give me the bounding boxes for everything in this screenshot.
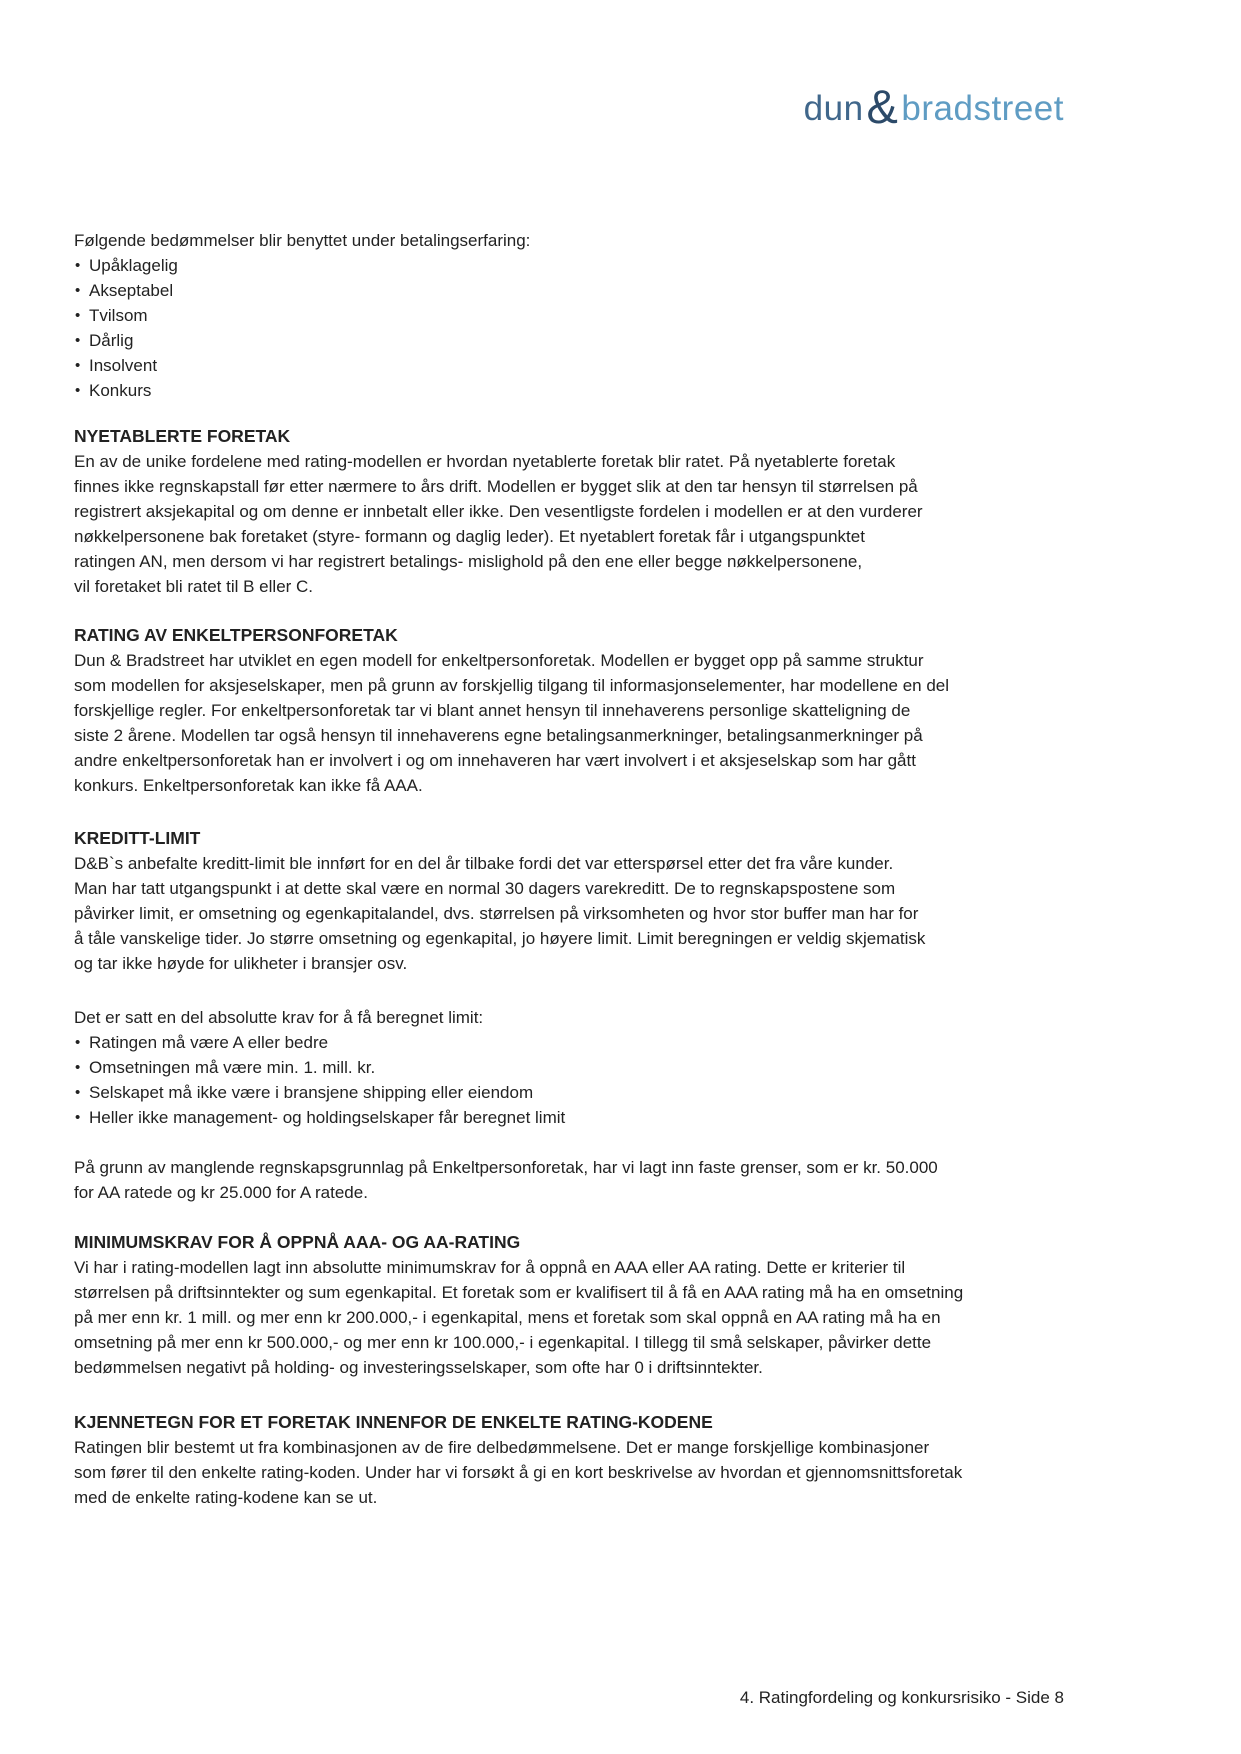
- list-item: [74, 328, 1064, 353]
- list-item: [74, 1055, 1064, 1080]
- section-heading-kreditt-limit: KREDITT-LIMIT: [74, 828, 201, 848]
- list-item-label: Akseptabel: [89, 281, 174, 300]
- bullet-icon: •: [75, 307, 81, 324]
- paragraph-line: størrelsen på driftsinntekter og sum egenkapital. Et foretak som er kvalifisert til å få en AAA rating må ha en omsetning: [74, 1283, 964, 1302]
- payment-experience-lead: Følgende bedømmelser blir benyttet under betalingserfaring:: [74, 231, 531, 250]
- bullet-icon: •: [75, 282, 81, 299]
- paragraph-line: finnes ikke regnskapstall før etter nærmere to års drift. Modellen er bygget slik at den tar hensyn til størrelsen på: [74, 477, 918, 496]
- list-item-label: Upåklagelig: [89, 256, 178, 275]
- paragraph-line: nøkkelpersonene bak foretaket (styre- formann og daglig leder). Et nyetablert foretak får i utgangspunktet: [74, 527, 865, 546]
- paragraph-line: D&B`s anbefalte kreditt-limit ble innført for en del år tilbake fordi det var etterspørsel etter det fra våre kunder.: [74, 854, 894, 873]
- paragraph-line: registrert aksjekapital og om denne er innbetalt eller ikke. Den vesentligste fordelen i modellen er at den vurderer: [74, 502, 923, 521]
- bullet-icon: •: [75, 257, 81, 274]
- paragraph-line: forskjellige regler. For enkeltpersonforetak tar vi blant annet hensyn til innehaverens personlige skatteligning de: [74, 701, 911, 720]
- paragraph-line: På grunn av manglende regnskapsgrunnlag på Enkeltpersonforetak, har vi lagt inn faste grenser, som er kr. 50.000: [74, 1158, 938, 1177]
- bullet-icon: •: [75, 1059, 81, 1076]
- list-item: [74, 353, 1064, 378]
- list-item-label: Tvilsom: [89, 306, 148, 325]
- list-item: [74, 1030, 1064, 1055]
- list-item: [74, 378, 1064, 403]
- list-item: [74, 1105, 1064, 1130]
- paragraph-line: påvirker limit, er omsetning og egenkapitalandel, dvs. størrelsen på virksomheten og hvor stor buffer man har for: [74, 904, 919, 923]
- list-item-label: Ratingen må være A eller bedre: [89, 1033, 329, 1052]
- paragraph-line: med de enkelte rating-kodene kan se ut.: [74, 1488, 378, 1507]
- paragraph-line: Man har tatt utgangspunkt i at dette skal være en normal 30 dagers varekreditt. De to regnskapspostene som: [74, 879, 896, 898]
- list-item: [74, 253, 1064, 278]
- list-item-label: Insolvent: [89, 356, 158, 375]
- section-paragraph: [74, 648, 1064, 798]
- section-paragraph: [74, 1435, 1064, 1510]
- bullet-icon: •: [75, 1084, 81, 1101]
- bullet-icon: •: [75, 1034, 81, 1051]
- paragraph-line: Vi har i rating-modellen lagt inn absolutte minimumskrav for å oppnå en AAA eller AA rating. Dette er kriterier til: [74, 1258, 906, 1277]
- paragraph-line: som fører til den enkelte rating-koden. Under har vi forsøkt å gi en kort beskrivelse av hvordan et gjennomsnittsforetak: [74, 1463, 963, 1482]
- section-paragraph: [74, 1255, 1064, 1380]
- section-heading-nyetablerte: NYETABLERTE FORETAK: [74, 426, 291, 446]
- list-item: [74, 303, 1064, 328]
- list-item-label: Omsetningen må være min. 1. mill. kr.: [89, 1058, 376, 1077]
- paragraph-line: konkurs. Enkeltpersonforetak kan ikke få AAA.: [74, 776, 423, 795]
- section-heading-minimumskrav: MINIMUMSKRAV FOR Å OPPNÅ AAA- OG AA-RATING: [74, 1232, 521, 1252]
- list-item-label: Selskapet må ikke være i bransjene shipping eller eiendom: [89, 1083, 534, 1102]
- document-body: [74, 228, 1064, 1510]
- dun-bradstreet-logo: [804, 76, 1064, 131]
- section-paragraph: [74, 851, 1064, 976]
- paragraph-line: omsetning på mer enn kr 500.000,- og mer enn kr 100.000,- i egenkapital. I tillegg til små selskaper, påvirker dette: [74, 1333, 932, 1352]
- paragraph-line: Dun & Bradstreet har utviklet en egen modell for enkeltpersonforetak. Modellen er bygget opp på samme struktur: [74, 651, 924, 670]
- paragraph-line: bedømmelsen negativt på holding- og investeringsselskaper, som ofte har 0 i driftsinntekter.: [74, 1358, 763, 1377]
- paragraph-line: andre enkeltpersonforetak han er involvert i og om innehaveren har vært involvert i et aksjeselskap som har gått: [74, 751, 916, 770]
- bullet-icon: •: [75, 382, 81, 399]
- payment-experience-list: [74, 253, 1064, 403]
- list-item: [74, 278, 1064, 303]
- paragraph-line: ratingen AN, men dersom vi har registrert betalings- mislighold på den ene eller begge nøkkelpersonene,: [74, 552, 863, 571]
- logo-text-bradstreet: bradstreet: [901, 89, 1064, 128]
- paragraph-line: vil foretaket bli ratet til B eller C.: [74, 577, 314, 596]
- list-item-label: Heller ikke management- og holdingselskaper får beregnet limit: [89, 1108, 566, 1127]
- paragraph-line: Ratingen blir bestemt ut fra kombinasjonen av de fire delbedømmelsene. Det er mange forskjellige kombinasjoner: [74, 1438, 930, 1457]
- bullet-icon: •: [75, 1109, 81, 1126]
- list-item-label: Konkurs: [89, 381, 152, 400]
- logo-text-dun: dun: [803, 89, 864, 128]
- limit-krav-lead: Det er satt en del absolutte krav for å få beregnet limit:: [74, 1008, 484, 1027]
- paragraph-line: som modellen for aksjeselskaper, men på grunn av forskjellig tilgang til informasjonselementer, har modellene en del: [74, 676, 950, 695]
- section-heading-enkeltperson: RATING AV ENKELTPERSONFORETAK: [74, 625, 398, 645]
- list-item: [74, 1080, 1064, 1105]
- paragraph-line: En av de unike fordelene med rating-modellen er hvordan nyetablerte foretak blir ratet. På nyetablerte foretak: [74, 452, 896, 471]
- bullet-icon: •: [75, 357, 81, 374]
- limit-note-paragraph: [74, 1155, 1064, 1205]
- paragraph-line: for AA ratede og kr 25.000 for A ratede.: [74, 1183, 368, 1202]
- section-paragraph: [74, 449, 1064, 599]
- paragraph-line: siste 2 årene. Modellen tar også hensyn til innehaverens egne betalingsanmerkninger, betalingsanmerkninger på: [74, 726, 923, 745]
- section-heading-kjennetegn: KJENNETEGN FOR ET FORETAK INNENFOR DE ENKELTE RATING-KODENE: [74, 1412, 713, 1432]
- paragraph-line: å tåle vanskelige tider. Jo større omsetning og egenkapital, jo høyere limit. Limit beregningen er veldig skjematisk: [74, 929, 926, 948]
- limit-krav-list: [74, 1030, 1064, 1130]
- paragraph-line: og tar ikke høyde for ulikheter i bransjer osv.: [74, 954, 408, 973]
- page-footer: 4. Ratingfordeling og konkursrisiko - Side 8: [739, 1688, 1064, 1707]
- paragraph-line: på mer enn kr. 1 mill. og mer enn kr 200.000,- i egenkapital, mens et foretak som skal oppnå en AA rating må ha en: [74, 1308, 941, 1327]
- list-item-label: Dårlig: [89, 331, 134, 350]
- bullet-icon: •: [75, 332, 81, 349]
- logo-ampersand-icon: &: [866, 80, 899, 133]
